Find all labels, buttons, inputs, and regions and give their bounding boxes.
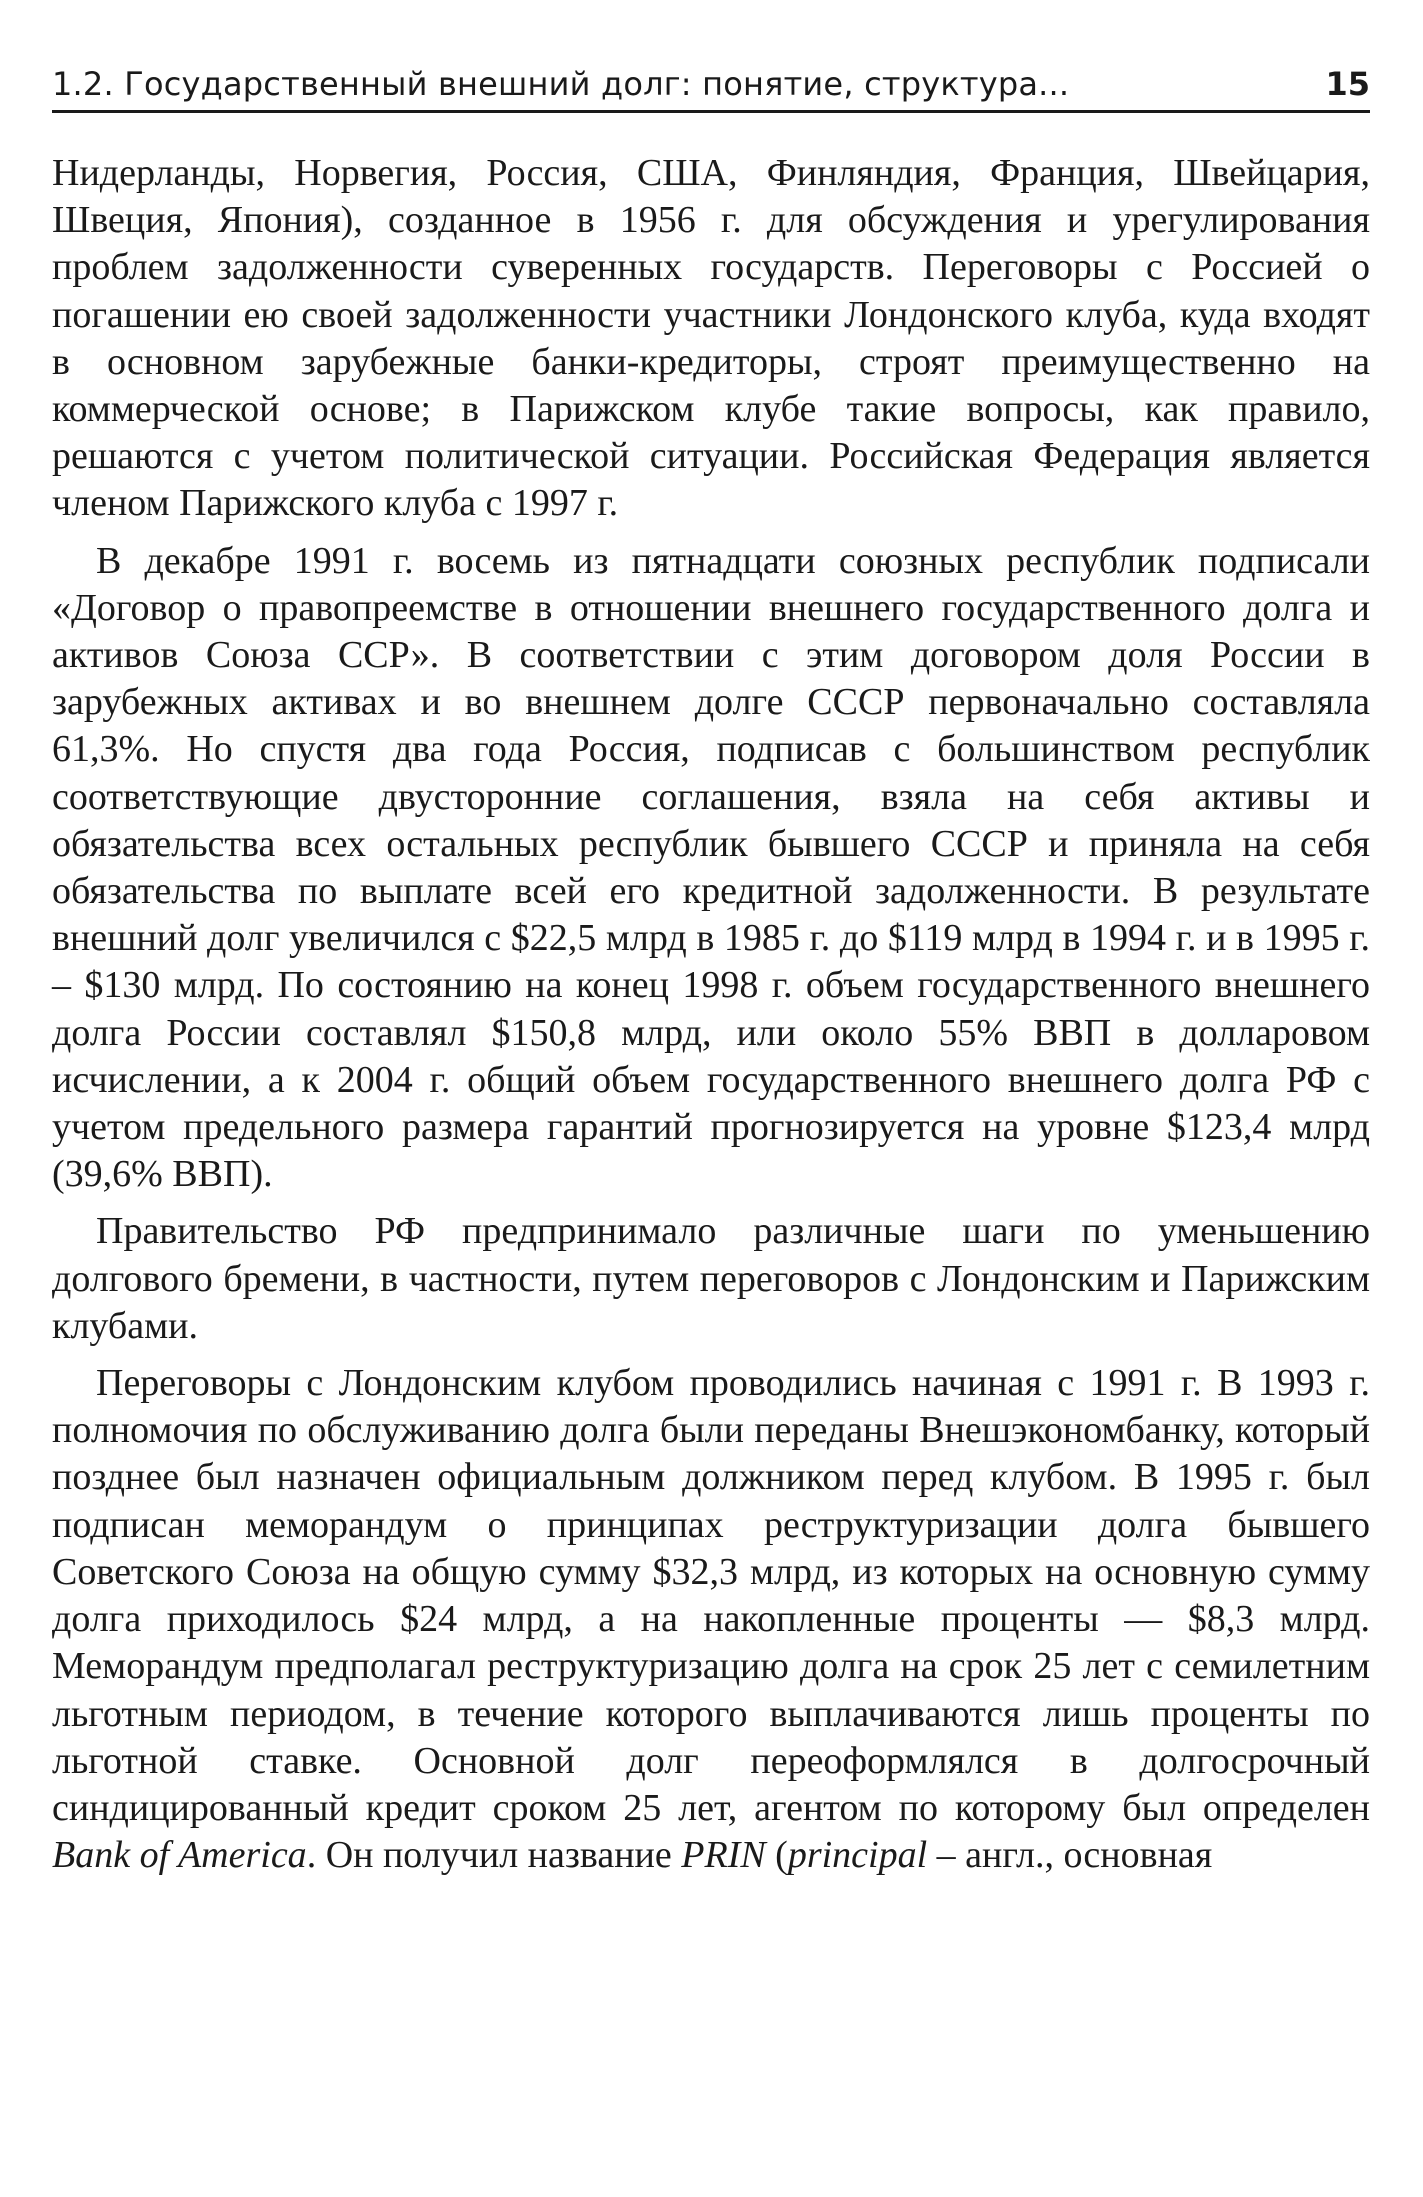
paragraph-3: Правительство РФ предпринимало различные шаги по уменьшению долгового бремени, в частности, путем переговоров с Лондонским и Парижским клубами. bbox=[52, 1210, 1370, 1347]
paragraph-4-text: Переговоры с Лондонским клубом проводились начиная с 1991 г. В 1993 г. полномочия по обслуживанию долга были переданы Внешэкономбанку, который позднее был назначен официальным должником перед клубом. В 1995 г. был подписан меморандум о принципах реструктуризации долга бывшего Советского Союза на общую сумму $32,3 млрд, из которых на основную сумму долга приходилось $24 млрд, а на накопленные проценты — $8,3 млрд. Меморандум предполагал реструктуризацию долга на срок 25 лет с семилетним льготным периодом, в течение которого выплачиваются лишь проценты по льготной ставке. Основной долг переоформлялся в долгосрочный синдицированный кредит сроком 25 лет, агентом по которому был определен bbox=[52, 1362, 1370, 1829]
book-page bbox=[52, 0, 1370, 2197]
term-prin: PRIN bbox=[681, 1834, 766, 1877]
paragraph-1: Нидерланды, Норвегия, Россия, США, Финляндия, Франция, Швейцария, Швеция, Япония), созданное в 1956 г. для обсуждения и урегулирования проблем задолженности суверенных государств. Переговоры с Россией о погашении ею своей задолженности участники Лондонского клуба, куда входят в основном зарубежные банки-кредиторы, строят преимущественно на коммерческой основе; в Парижском клубе такие вопросы, как правило, решаются с учетом политической ситуации. Российская Федерация является членом Парижского клуба с 1997 г. bbox=[52, 152, 1370, 525]
text-after-bank: . Он получил название bbox=[306, 1834, 682, 1877]
page-number: 15 bbox=[1325, 65, 1370, 103]
running-header bbox=[52, 58, 1370, 113]
text-end: – англ., основная bbox=[927, 1834, 1213, 1877]
chapter-title: 1.2. Государственный внешний долг: понятие, структура... bbox=[52, 65, 1070, 103]
paragraph-2: В декабре 1991 г. восемь из пятнадцати союзных республик подписали «Договор о правопреемстве в отношении внешнего государственного долга и активов Союза ССР». В соответствии с этим договором доля России в зарубежных активах и во внешнем долге СССР первоначально составляла 61,3%. Но спустя два года Россия, подписав с большинством республик соответствующие двусторонние соглашения, взяла на себя активы и обязательства всех остальных республик бывшего СССР и приняла на себя обязательства по выплате всей его кредитной задолженности. В результате внешний долг увеличился с $22,5 млрд в 1985 г. до $119 млрд в 1994 г. и в 1995 г. – $130 млрд. По состоянию на конец 1998 г. объем государственного внешнего долга России составлял $150,8 млрд, или около 55% ВВП в долларовом исчислении, а к 2004 г. общий объем государственного внешнего долга РФ с учетом предельного размера гарантий прогнозируется на уровне $123,4 млрд (39,6% ВВП). bbox=[52, 539, 1370, 1196]
bank-name: Bank of America bbox=[52, 1834, 307, 1877]
paragraph-4 bbox=[52, 1360, 1370, 1879]
paren-open: ( bbox=[765, 1834, 788, 1877]
body-text bbox=[52, 150, 1370, 1879]
term-source: principal bbox=[787, 1834, 928, 1877]
